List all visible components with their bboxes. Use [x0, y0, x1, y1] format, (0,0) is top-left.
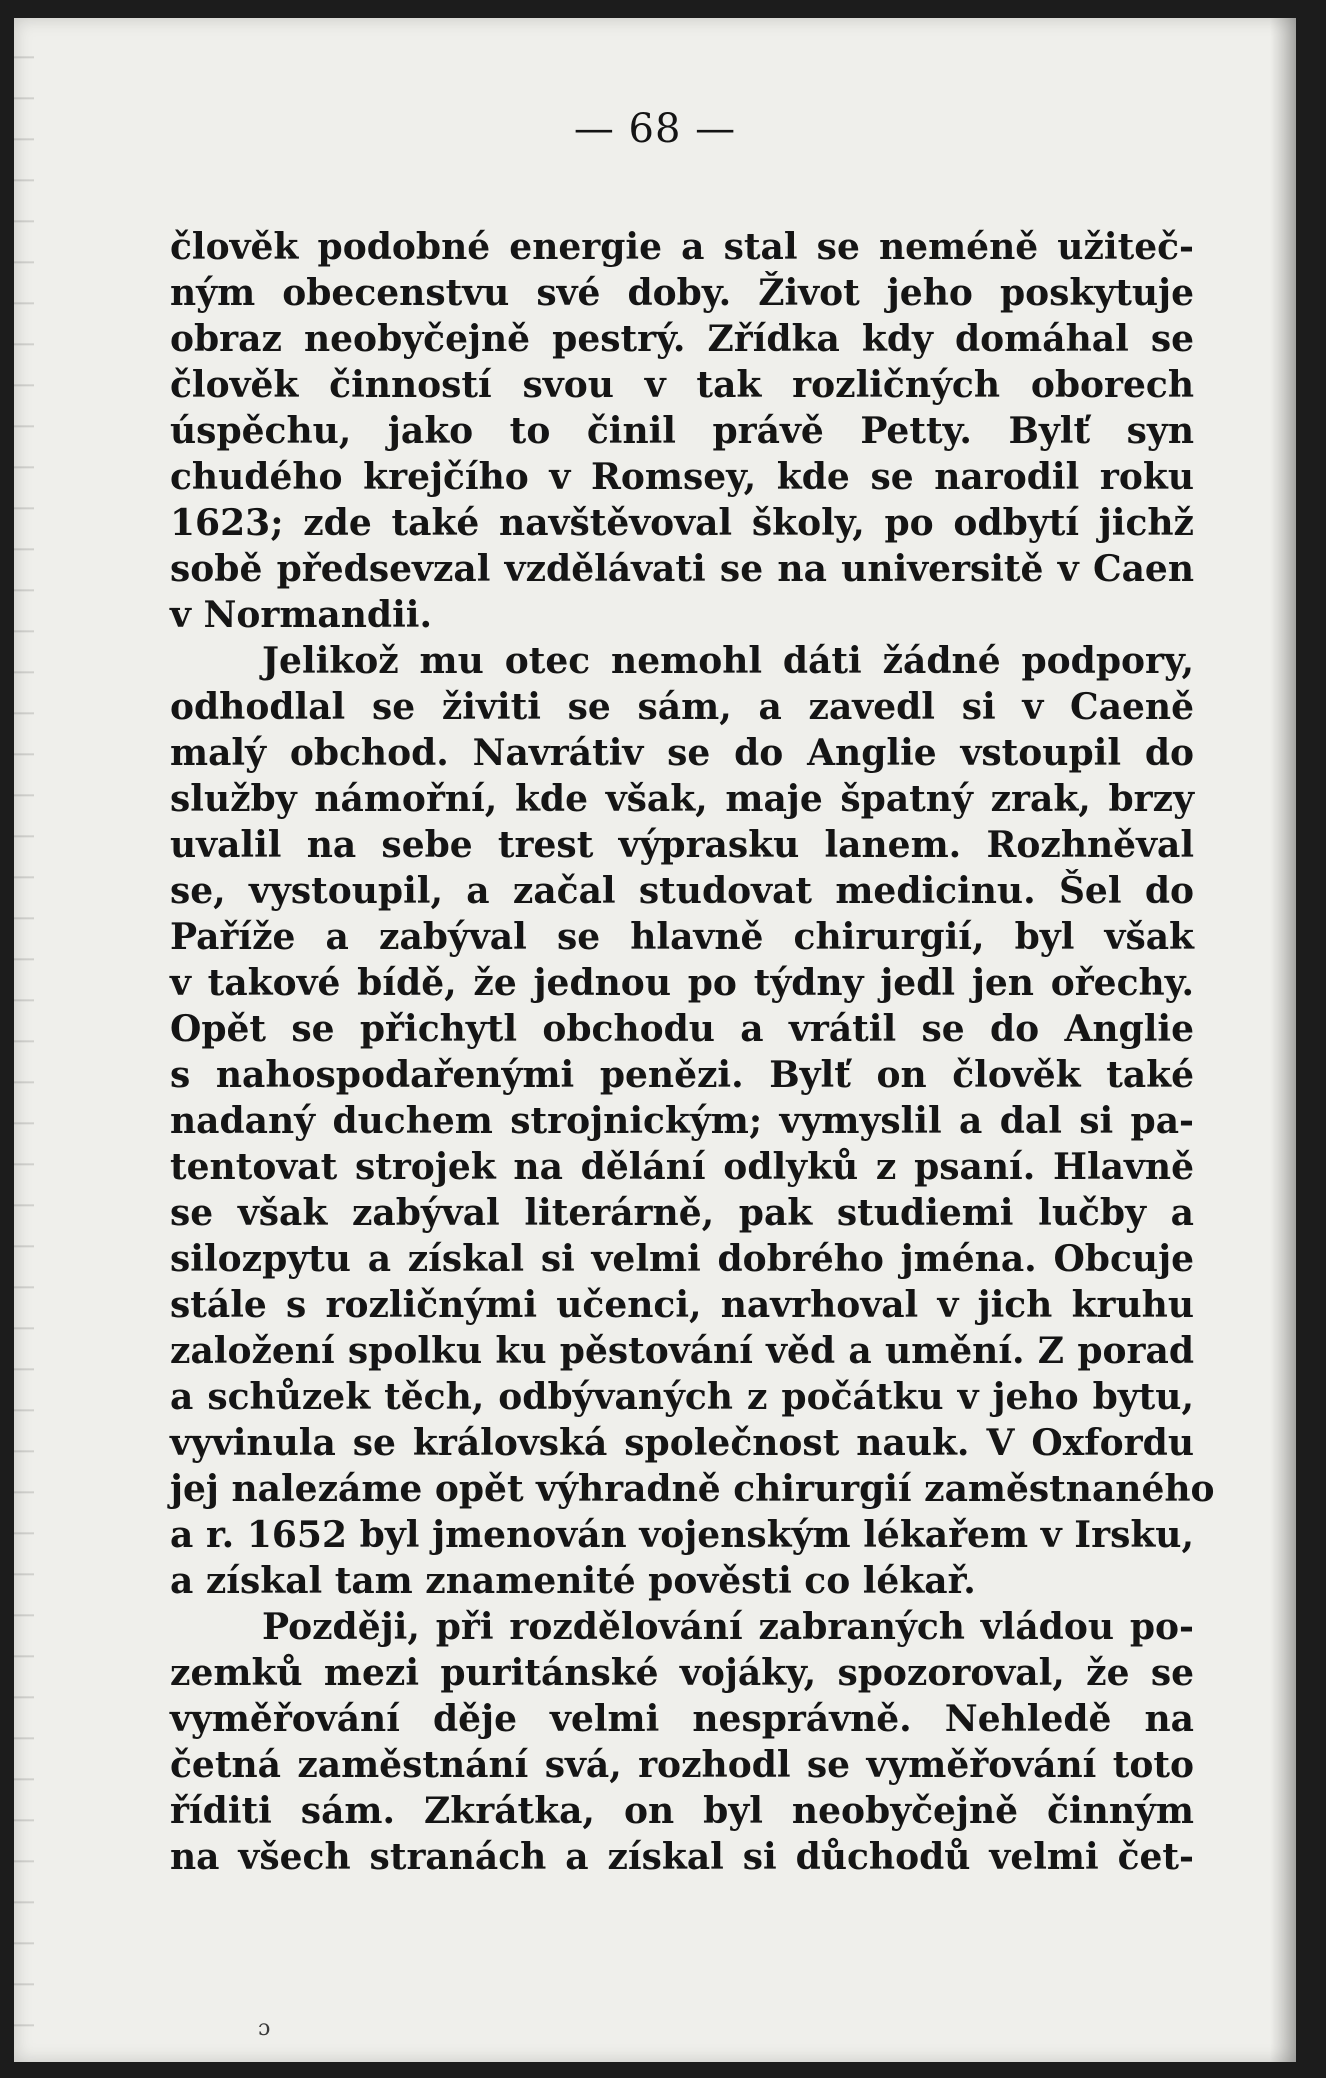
text-line: a získal tam znamenité pověsti co lékař.	[170, 1560, 976, 1602]
text-line: sobě předsevzal vzdělávati se na universitě v Caen	[170, 548, 1194, 590]
text-line: vyvinula se královská společnost nauk. V Oxfordu	[170, 1422, 1194, 1464]
text-line: obraz neobyčejně pestrý. Zřídka kdy domáhal se	[170, 318, 1194, 360]
text-line: stále s rozličnými učenci, navrhoval v jich kruhu	[170, 1284, 1194, 1326]
text-line: Opět se přichytl obchodu a vrátil se do Anglie	[170, 1008, 1194, 1050]
book-page	[14, 18, 1296, 2062]
text-line: uvalil na sebe trest výprasku lanem. Rozhněval	[170, 824, 1194, 866]
text-line: nadaný duchem strojnickým; vymyslil a dal si pa-	[170, 1100, 1194, 1142]
page-right-shadow	[1270, 18, 1296, 2062]
text-line: zemků mezi puritánské vojáky, spozoroval, že se	[170, 1652, 1194, 1694]
text-line: Jelikož mu otec nemohl dáti žádné podpory,	[262, 640, 1194, 682]
text-line: v Normandii.	[170, 594, 432, 636]
page-left-edge	[14, 18, 34, 2062]
text-line: se, vystoupil, a začal studovat medicinu. Šel do	[170, 870, 1194, 912]
text-line: se však zabýval literárně, pak studiemi lučby a	[170, 1192, 1194, 1234]
text-line: četná zaměstnání svá, rozhodl se vyměřování toto	[170, 1744, 1194, 1786]
text-line: vyměřování děje velmi nesprávně. Nehledě na	[170, 1698, 1194, 1740]
text-line: Paříže a zabýval se hlavně chirurgií, byl však	[170, 916, 1194, 958]
text-line: a schůzek těch, odbývaných z počátku v jeho bytu,	[170, 1376, 1194, 1418]
text-line: na všech stranách a získal si důchodů velmi čet-	[170, 1836, 1194, 1878]
text-line: říditi sám. Zkrátka, on byl neobyčejně činným	[170, 1790, 1194, 1832]
text-line: tentovat strojek na dělání odlyků z psaní. Hlavně	[170, 1146, 1194, 1188]
text-line: služby námořní, kde však, maje špatný zrak, brzy	[170, 778, 1194, 820]
text-line: silozpytu a získal si velmi dobrého jména. Obcuje	[170, 1238, 1194, 1280]
page-number: — 68 —	[573, 106, 737, 152]
text-line: Později, při rozdělování zabraných vládou po-	[262, 1606, 1194, 1648]
text-line: chudého krejčího v Romsey, kde se narodil roku	[170, 456, 1194, 498]
text-line: člověk podobné energie a stal se neméně užiteč-	[170, 226, 1194, 268]
text-line: 1623; zde také navštěvoval školy, po odbytí jichž	[170, 502, 1194, 544]
text-line: s nahospodařenými penězi. Bylť on člověk také	[170, 1054, 1194, 1096]
text-line: odhodlal se živiti se sám, a zavedl si v Caeně	[170, 686, 1194, 728]
text-line: založení spolku ku pěstování věd a umění. Z porad	[170, 1330, 1194, 1372]
text-line: člověk činností svou v tak rozličných oborech	[170, 364, 1194, 406]
footer-mark: ɔ	[258, 2016, 271, 2041]
body-text	[170, 224, 1215, 1880]
text-line: jej nalezáme opět výhradně chirurgií zaměstnaného	[170, 1468, 1215, 1510]
text-line: a r. 1652 byl jmenován vojenským lékařem v Irsku,	[170, 1514, 1194, 1556]
text-line: malý obchod. Navrátiv se do Anglie vstoupil do	[170, 732, 1194, 774]
text-line: úspěchu, jako to činil právě Petty. Bylť syn	[170, 410, 1194, 452]
text-line: ným obecenstvu své doby. Život jeho poskytuje	[170, 272, 1194, 314]
text-line: v takové bídě, že jednou po týdny jedl jen ořechy.	[170, 962, 1194, 1004]
